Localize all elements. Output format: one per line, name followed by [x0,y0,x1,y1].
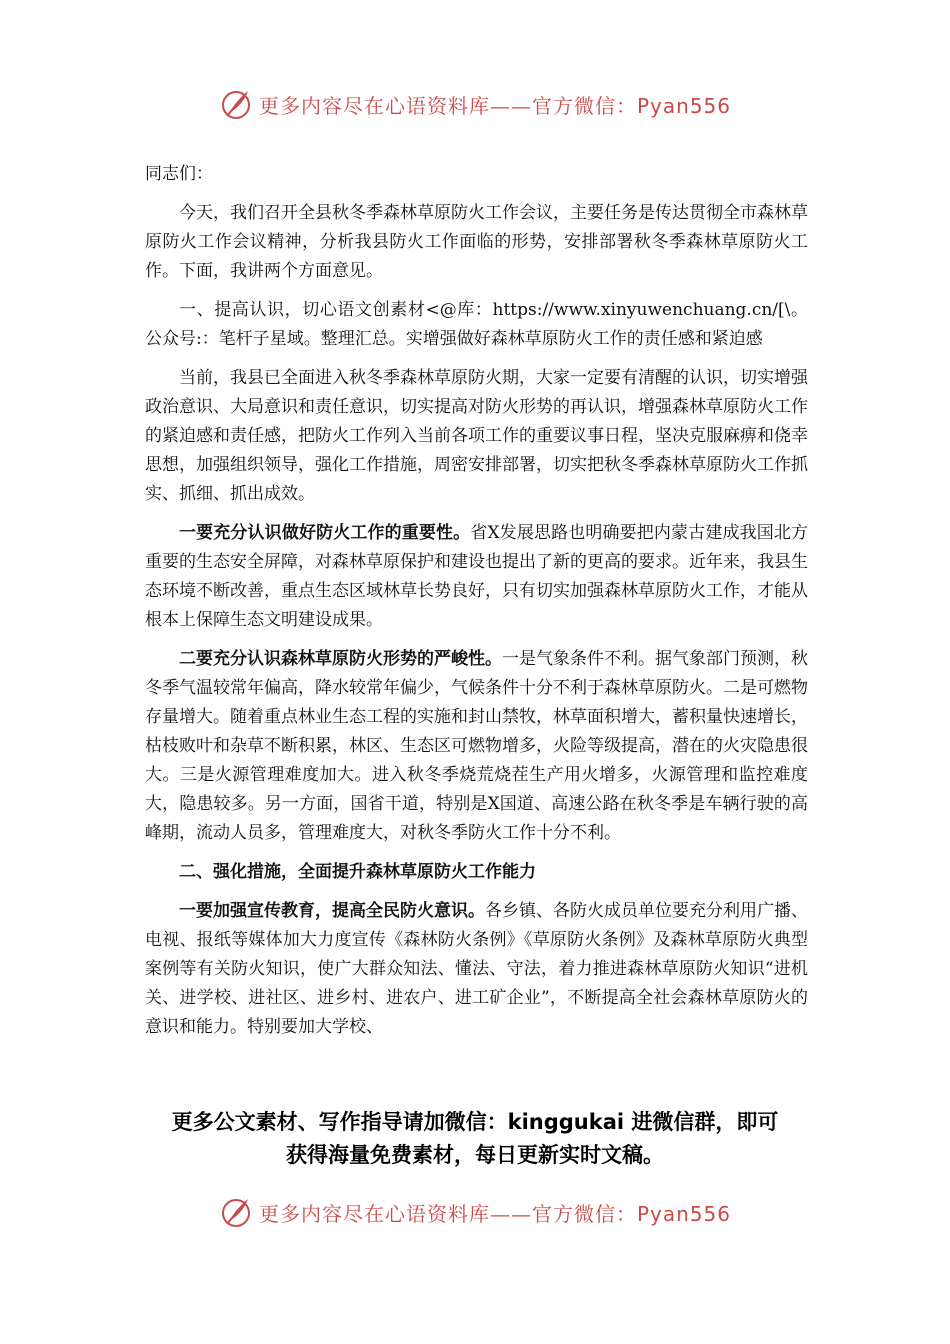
footer-banner-text: 更多内容尽在心语资料库——官方微信：Pyan556 [258,1201,731,1226]
paragraph-3: 一要充分认识做好防火工作的重要性。省X发展思路也明确要把内蒙古建成我国北方重要的生态安全屏障，对森林草原保护和建设也提出了新的更高的要求。近年来，我县生态环境不断改善，重点生态区域林草长势良好，只有切实加强森林草原防火工作，才能从根本上保障生态文明建设成果。 [145,523,808,630]
section-heading-1: 一、提高认识，切心语文创素材<@库：https://www.xinyuwenchuang.cn/[\。公众号:：笔杆子星域。整理汇总。实增强做好森林草原防火工作的责任感和紧迫感 [145,300,808,349]
promo-line-2: 获得海量免费素材，每日更新实时文稿。 [286,1143,664,1167]
paragraph-5: 一要加强宣传教育，提高全民防火意识。各乡镇、各防火成员单位要充分利用广播、电视、报纸等媒体加大力度宣传《森林防火条例》《草原防火条例》及森林草原防火典型案例等有关防火知识，使广大群众知法、懂法、守法，着力推进森林草原防火知识“进机关、进学校、进社区、进乡村、进农户、进工矿企业”，不断提高全社会森林草原防火的意识和能力。特别要加大学校、 [145,901,808,1037]
promo-line-1: 更多公文素材、写作指导请加微信：kinggukai 进微信群，即可 [171,1110,779,1134]
salutation: 同志们： [145,164,213,184]
footer-banner [0,1192,950,1232]
feather-pen-logo-icon [219,1195,253,1229]
header-banner-text: 更多内容尽在心语资料库——官方微信：Pyan556 [258,93,731,118]
header-banner [0,84,950,124]
paragraph-4: 二要充分认识森林草原防火形势的严峻性。一是气象条件不利。据气象部门预测，秋冬季气温较常年偏高，降水较常年偏少，气候条件十分不利于森林草原防火。二是可燃物存量增大。随着重点林业生态工程的实施和封山禁牧，林草面积增大，蓄积量快速增长，枯枝败叶和杂草不断积累，林区、生态区可燃物增多，火险等级提高，潜在的火灾隐患很大。三是火源管理难度加大。进入秋冬季烧荒烧茬生产用火增多，火源管理和监控难度大，隐患较多。另一方面，国省干道，特别是X国道、高速公路在秋冬季是车辆行驶的高峰期，流动人员多，管理难度大，对秋冬季防火工作十分不利。 [145,649,808,843]
section-heading-2: 二、强化措施，全面提升森林草原防火工作能力 [179,862,536,882]
promo-notice [0,1106,950,1172]
paragraph-2: 当前，我县已全面进入秋冬季森林草原防火期，大家一定要有清醒的认识，切实增强政治意识、大局意识和责任意识，切实提高对防火形势的再认识，增强森林草原防火工作的紧迫感和责任感，把防火工作列入当前各项工作的重要议事日程，坚决克服麻痹和侥幸思想，加强组织领导，强化工作措施，周密安排部署，切实把秋冬季森林草原防火工作抓实、抓细、抓出成效。 [145,368,808,504]
document-body [145,160,808,1052]
paragraph-1: 今天，我们召开全县秋冬季森林草原防火工作会议，主要任务是传达贯彻全市森林草原防火工作会议精神，分析我县防火工作面临的形势，安排部署秋冬季森林草原防火工作。下面，我讲两个方面意见。 [145,203,808,281]
feather-pen-logo-icon [219,87,253,121]
